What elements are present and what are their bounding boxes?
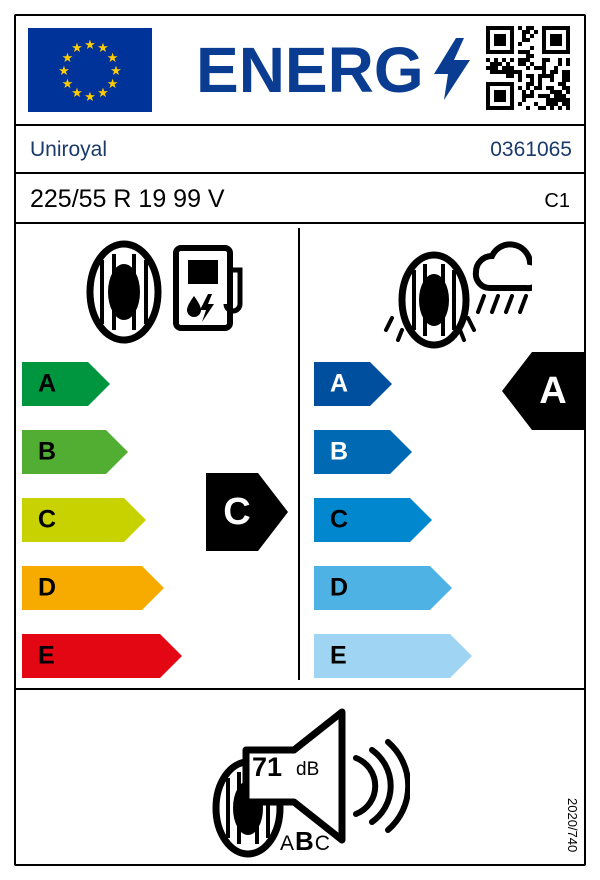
noise-class-scale bbox=[280, 826, 331, 857]
fuel-bar-label: D bbox=[38, 573, 57, 602]
wet-bar-label: C bbox=[330, 505, 349, 534]
wet-bar-d bbox=[314, 566, 452, 610]
eu-star-icon: ★ bbox=[110, 62, 122, 78]
tyre-icon bbox=[90, 244, 158, 340]
wet-bar-label: A bbox=[330, 369, 349, 398]
fuel-rating-badge bbox=[206, 473, 284, 551]
divider-header bbox=[16, 124, 584, 126]
energy-wordmark: ENERG bbox=[196, 34, 424, 106]
divider-vertical bbox=[298, 228, 300, 680]
regulation-reference: 2020/740 bbox=[565, 797, 580, 852]
noise-class-c: C bbox=[314, 832, 331, 855]
fuel-bar-d bbox=[22, 566, 164, 610]
wet-bar-label: B bbox=[330, 437, 349, 466]
fuel-efficiency-pictogram bbox=[72, 234, 244, 351]
eu-star-icon: ★ bbox=[97, 39, 109, 55]
product-code: 0361065 bbox=[490, 138, 572, 161]
divider-brand bbox=[16, 172, 584, 174]
eu-star-icon: ★ bbox=[106, 75, 119, 91]
wet-bar-label: E bbox=[330, 641, 347, 670]
noise-value: 71 bbox=[252, 752, 283, 782]
tyre-size: 225/55 R 19 99 V bbox=[30, 185, 225, 213]
eu-flag-icon bbox=[28, 28, 152, 112]
eu-star-icon: ★ bbox=[71, 39, 83, 55]
eu-star-icon: ★ bbox=[71, 85, 83, 101]
fuel-rating-letter: C bbox=[223, 491, 251, 533]
fuel-bar-b bbox=[22, 430, 128, 474]
wet-bar-c bbox=[314, 498, 432, 542]
tyre-class: C1 bbox=[544, 190, 570, 212]
lightning-bolt-icon bbox=[434, 38, 470, 100]
noise-class-selected: B bbox=[295, 826, 315, 856]
fuel-bar-a bbox=[22, 362, 110, 406]
wet-bar-a bbox=[314, 362, 392, 406]
qr-code-icon bbox=[486, 26, 570, 110]
eu-star-icon: ★ bbox=[106, 49, 119, 65]
wet-bar-e bbox=[314, 634, 472, 678]
fuel-bar-label: C bbox=[38, 505, 57, 534]
eu-star-icon: ★ bbox=[84, 36, 96, 52]
fuel-bar-label: A bbox=[38, 369, 57, 398]
divider-noise bbox=[16, 688, 584, 690]
eu-star-icon: ★ bbox=[97, 85, 109, 101]
divider-size bbox=[16, 222, 584, 224]
wet-bar-b bbox=[314, 430, 412, 474]
fuel-pump-icon bbox=[176, 248, 240, 328]
wet-rating-badge bbox=[502, 352, 580, 430]
eu-star-icon: ★ bbox=[58, 62, 70, 78]
fuel-bar-label: B bbox=[38, 437, 57, 466]
fuel-bar-e bbox=[22, 634, 182, 678]
wet-rating-letter: A bbox=[539, 370, 567, 412]
wet-bar-label: D bbox=[330, 573, 349, 602]
wet-grip-pictogram bbox=[372, 234, 532, 357]
noise-class-a: A bbox=[280, 832, 296, 855]
eu-star-icon: ★ bbox=[61, 75, 74, 91]
rain-cloud-icon bbox=[476, 244, 532, 312]
brand-name: Uniroyal bbox=[30, 138, 108, 161]
fuel-bar-c bbox=[22, 498, 146, 542]
eu-star-icon: ★ bbox=[84, 88, 96, 104]
tyre-wet-icon bbox=[386, 255, 474, 345]
noise-unit: dB bbox=[296, 759, 320, 780]
fuel-bar-label: E bbox=[38, 641, 55, 670]
eu-star-icon: ★ bbox=[61, 49, 74, 65]
